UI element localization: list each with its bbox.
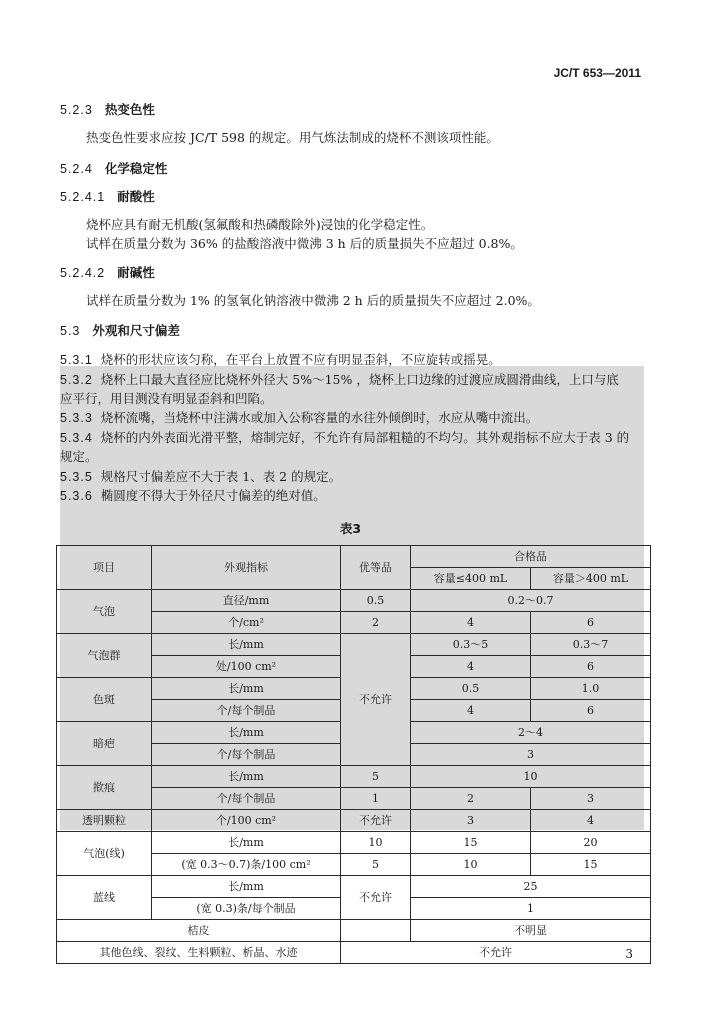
table-row xyxy=(57,920,651,942)
cell: 4 xyxy=(411,700,531,722)
heading-5-2-4-2: 5.2.4.2 耐碱性 xyxy=(60,265,155,280)
cell: 个/每个制品 xyxy=(152,788,341,810)
cell: 20 xyxy=(531,832,651,854)
cell: 0.2～0.7 xyxy=(411,590,651,612)
table-row xyxy=(57,942,651,964)
cell: 不明显 xyxy=(411,920,651,942)
cell: 4 xyxy=(411,612,531,634)
cell: 15 xyxy=(531,854,651,876)
para-5-3-2: 5.3.2 烧杯上口最大直径应比烧杯外径大 5%～15% ，烧杯上口边缘的过渡应成圆滑曲线，上口与底 xyxy=(60,372,619,387)
page-number: 3 xyxy=(625,947,633,961)
heading-5-2-4-1: 5.2.4.1 耐酸性 xyxy=(60,189,155,204)
table-row xyxy=(57,876,651,898)
header-cap-le: 容量≤400 mL xyxy=(411,568,531,590)
cell: 1 xyxy=(411,898,651,920)
cell: 3 xyxy=(411,744,651,766)
table-header-row xyxy=(57,546,651,568)
table-title: 表3 xyxy=(339,521,362,536)
header-indicator: 外观指标 xyxy=(152,546,341,590)
para-5-3-3: 5.3.3 烧杯流嘴，当烧杯中注满水或加入公称容量的水往外倾倒时，水应从嘴中流出。 xyxy=(60,410,539,425)
cell: 处/100 cm² xyxy=(152,656,341,678)
cell: 6 xyxy=(531,700,651,722)
cell: 10 xyxy=(411,854,531,876)
cell: 4 xyxy=(411,656,531,678)
row-name: 气泡群 xyxy=(57,634,152,678)
para-5-2-4-1-b: 试样在质量分数为 36% 的盐酸溶液中微沸 3 h 后的质量损失不应超过 0.8%。 xyxy=(86,236,523,251)
row-name: 揿痕 xyxy=(57,766,152,810)
heading-5-3: 5.3 外观和尺寸偏差 xyxy=(60,323,180,338)
header-cap-gt: 容量＞400 mL xyxy=(531,568,651,590)
row-name: 透明颗粒 xyxy=(57,810,152,832)
row-name: 蓝线 xyxy=(57,876,152,920)
header-premium: 优等品 xyxy=(341,546,411,590)
para-5-2-4-2: 试样在质量分数为 1% 的氢氧化钠溶液中微沸 2 h 后的质量损失不应超过 2.0%。 xyxy=(86,293,540,308)
row-name: 其他色线、裂纹、生料颗粒、析晶、水迹 xyxy=(57,942,341,964)
cell: 0.5 xyxy=(341,590,411,612)
cell: 5 xyxy=(341,854,411,876)
cell: 3 xyxy=(531,788,651,810)
cell: 不允许 xyxy=(341,942,651,964)
cell-not-allowed: 不允许 xyxy=(341,634,411,766)
appearance-table xyxy=(56,545,651,964)
table-row xyxy=(57,832,651,854)
cell: 15 xyxy=(411,832,531,854)
cell: 长/mm xyxy=(152,678,341,700)
cell: 10 xyxy=(341,832,411,854)
cell: 2～4 xyxy=(411,722,651,744)
para-5-3-4: 5.3.4 烧杯的内外表面光滑平整，熔制完好，不允许有局部粗糙的不均匀。其外观指标不应大于表 3 的 xyxy=(60,430,630,445)
row-name: 色斑 xyxy=(57,678,152,722)
cell: 长/mm xyxy=(152,876,341,898)
table-row xyxy=(57,810,651,832)
cell: 不允许 xyxy=(341,810,411,832)
cell: (宽 0.3)条/每个制品 xyxy=(152,898,341,920)
para-5-3-5: 5.3.5 规格尺寸偏差应不大于表 1、表 2 的规定。 xyxy=(60,469,342,484)
table-row xyxy=(57,634,651,656)
cell: 0.5 xyxy=(411,678,531,700)
para-5-3-4-cont: 规定。 xyxy=(60,449,98,464)
cell: 4 xyxy=(531,810,651,832)
cell: 直径/mm xyxy=(152,590,341,612)
table-row xyxy=(57,590,651,612)
cell: 个/cm² xyxy=(152,612,341,634)
cell: 个/每个制品 xyxy=(152,700,341,722)
cell: 1 xyxy=(341,788,411,810)
row-name: 气泡 xyxy=(57,590,152,634)
header-qualified: 合格品 xyxy=(411,546,651,568)
cell: 长/mm xyxy=(152,722,341,744)
cell: 长/mm xyxy=(152,832,341,854)
table-row xyxy=(57,766,651,788)
cell xyxy=(341,920,411,942)
cell: 2 xyxy=(341,612,411,634)
standard-code: JC/T 653—2011 xyxy=(553,66,641,80)
cell: 个/100 cm² xyxy=(152,810,341,832)
cell-not-allowed: 不允许 xyxy=(341,876,411,920)
cell: 6 xyxy=(531,612,651,634)
heading-5-2-4: 5.2.4 化学稳定性 xyxy=(60,161,168,176)
cell: 10 xyxy=(411,766,651,788)
cell: 0.3～5 xyxy=(411,634,531,656)
heading-5-2-3: 5.2.3 热变色性 xyxy=(60,102,155,117)
header-item: 项目 xyxy=(57,546,152,590)
row-name: 气泡(线) xyxy=(57,832,152,876)
cell: 长/mm xyxy=(152,766,341,788)
cell: 1.0 xyxy=(531,678,651,700)
cell: (宽 0.3～0.7)条/100 cm² xyxy=(152,854,341,876)
cell: 3 xyxy=(411,810,531,832)
cell: 0.3～7 xyxy=(531,634,651,656)
para-5-2-3: 热变色性要求应按 JC/T 598 的规定。用气炼法制成的烧杯不测该项性能。 xyxy=(86,130,499,145)
row-name: 暗疤 xyxy=(57,722,152,766)
cell: 2 xyxy=(411,788,531,810)
para-5-3-6: 5.3.6 椭圆度不得大于外径尺寸偏差的绝对值。 xyxy=(60,488,326,503)
cell: 25 xyxy=(411,876,651,898)
cell: 长/mm xyxy=(152,634,341,656)
row-name: 桔皮 xyxy=(57,920,341,942)
para-5-3-2-cont: 应平行，用目测没有明显歪斜和凹陷。 xyxy=(60,391,273,406)
cell: 6 xyxy=(531,656,651,678)
para-5-2-4-1-a: 烧杯应具有耐无机酸(氢氟酸和热磷酸除外)浸蚀的化学稳定性。 xyxy=(86,217,434,232)
cell: 5 xyxy=(341,766,411,788)
para-5-3-1: 5.3.1 烧杯的形状应该匀称，在平台上放置不应有明显歪斜，不应旋转或摇晃。 xyxy=(60,352,501,367)
cell: 个/每个制品 xyxy=(152,744,341,766)
